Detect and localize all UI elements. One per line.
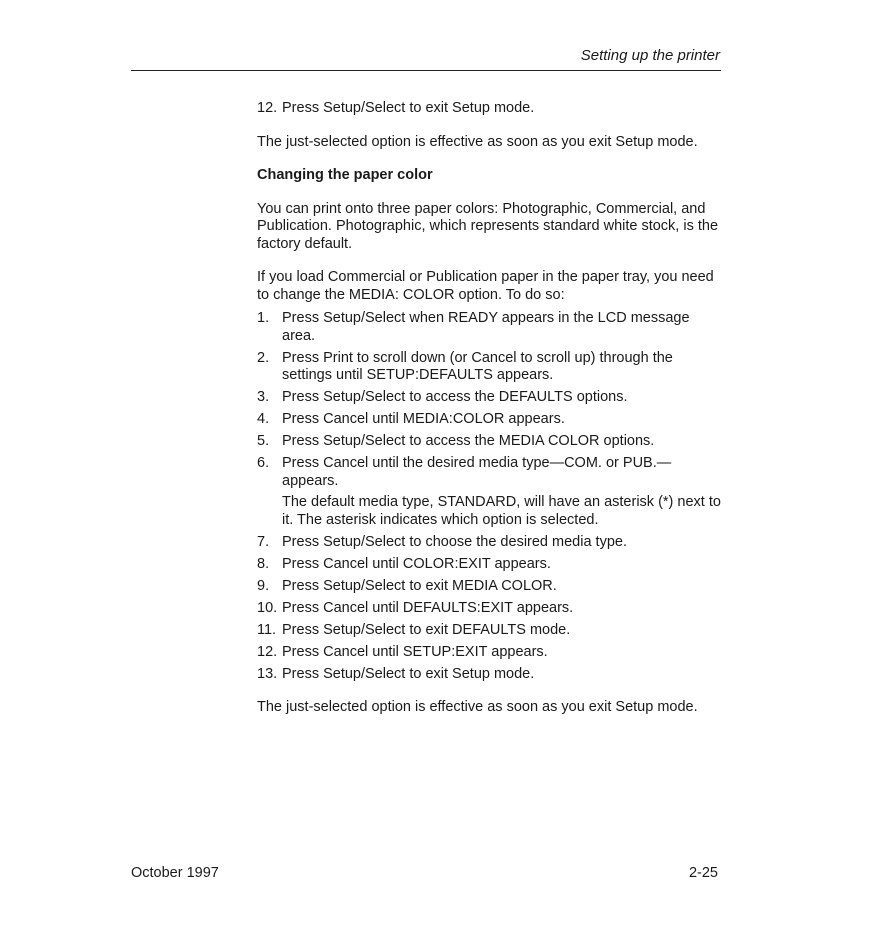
step-text: Press Setup/Select to access the DEFAULTS options. — [282, 389, 628, 405]
list-item — [257, 644, 721, 662]
list-item — [257, 534, 721, 552]
list-item — [257, 600, 721, 618]
step-text: Press Cancel until COLOR:EXIT appears. — [282, 555, 551, 572]
running-header: Setting up the printer — [580, 47, 720, 64]
step-text: Press Cancel until SETUP:EXIT appears. — [282, 643, 548, 660]
step-text: Press Setup/Select to exit Setup mode. — [282, 665, 535, 682]
step-number: 11. — [257, 621, 277, 638]
list-item — [257, 666, 721, 684]
steps-list — [257, 310, 721, 683]
step-text: Press Setup/Select to exit MEDIA COLOR. — [282, 577, 557, 594]
intro-step-list — [257, 100, 721, 118]
step-number: 13. — [257, 665, 278, 682]
step-number: 3. — [257, 389, 270, 405]
list-item — [257, 100, 721, 118]
step-number: 10. — [257, 599, 278, 616]
step-number: 6. — [257, 455, 270, 471]
paragraph-load-paper: If you load Commercial or Publication paper in the paper tray, you need to change the MEDIA: COLOR option. To do so: — [257, 269, 714, 303]
page-content — [257, 100, 721, 733]
list-item — [257, 455, 721, 529]
step-text: Press Cancel until DEFAULTS:EXIT appears. — [282, 599, 574, 616]
list-item — [257, 411, 721, 429]
step-text: Press Setup/Select to exit Setup mode. — [282, 100, 535, 116]
step-text: Press Cancel until the desired media type—COM. or PUB.—appears. — [282, 455, 672, 489]
paragraph-effective-1: The just-selected option is effective as soon as you exit Setup mode. — [257, 133, 698, 150]
step-text: Press Setup/Select to exit DEFAULTS mode. — [282, 621, 571, 638]
step-text: Press Setup/Select to access the MEDIA COLOR options. — [282, 433, 655, 449]
step-note: The default media type, STANDARD, will have an asterisk (*) next to it. The asterisk indicates which option is selected. — [282, 494, 721, 528]
step-text: Press Print to scroll down (or Cancel to scroll up) through the settings until SETUP:DEFAULTS appears. — [282, 349, 673, 383]
step-number: 7. — [257, 533, 270, 550]
step-text: Press Setup/Select to choose the desired media type. — [282, 533, 627, 550]
list-item — [257, 622, 721, 640]
step-number: 12. — [257, 100, 278, 116]
list-item — [257, 310, 721, 345]
section-heading: Changing the paper color — [257, 167, 433, 183]
list-item — [257, 556, 721, 574]
step-text: Press Cancel until MEDIA:COLOR appears. — [282, 411, 565, 427]
step-text: Press Setup/Select when READY appears in the LCD message area. — [282, 310, 690, 344]
list-item — [257, 389, 721, 407]
list-item — [257, 350, 721, 385]
header-rule — [131, 70, 721, 71]
footer-date: October 1997 — [131, 865, 219, 881]
step-number: 8. — [257, 555, 270, 572]
step-number: 4. — [257, 411, 270, 427]
paragraph-effective-2: The just-selected option is effective as soon as you exit Setup mode. — [257, 699, 698, 715]
step-number: 12. — [257, 643, 278, 660]
list-item — [257, 578, 721, 596]
step-number: 9. — [257, 577, 270, 594]
list-item — [257, 433, 721, 451]
paragraph-paper-colors: You can print onto three paper colors: Photographic, Commercial, and Publication. Photographic, which represents standard white stock, is the factory default. — [257, 200, 719, 252]
step-number: 2. — [257, 349, 270, 366]
step-number: 1. — [257, 310, 270, 326]
step-number: 5. — [257, 433, 270, 449]
footer-page-number: 2-25 — [688, 865, 718, 881]
